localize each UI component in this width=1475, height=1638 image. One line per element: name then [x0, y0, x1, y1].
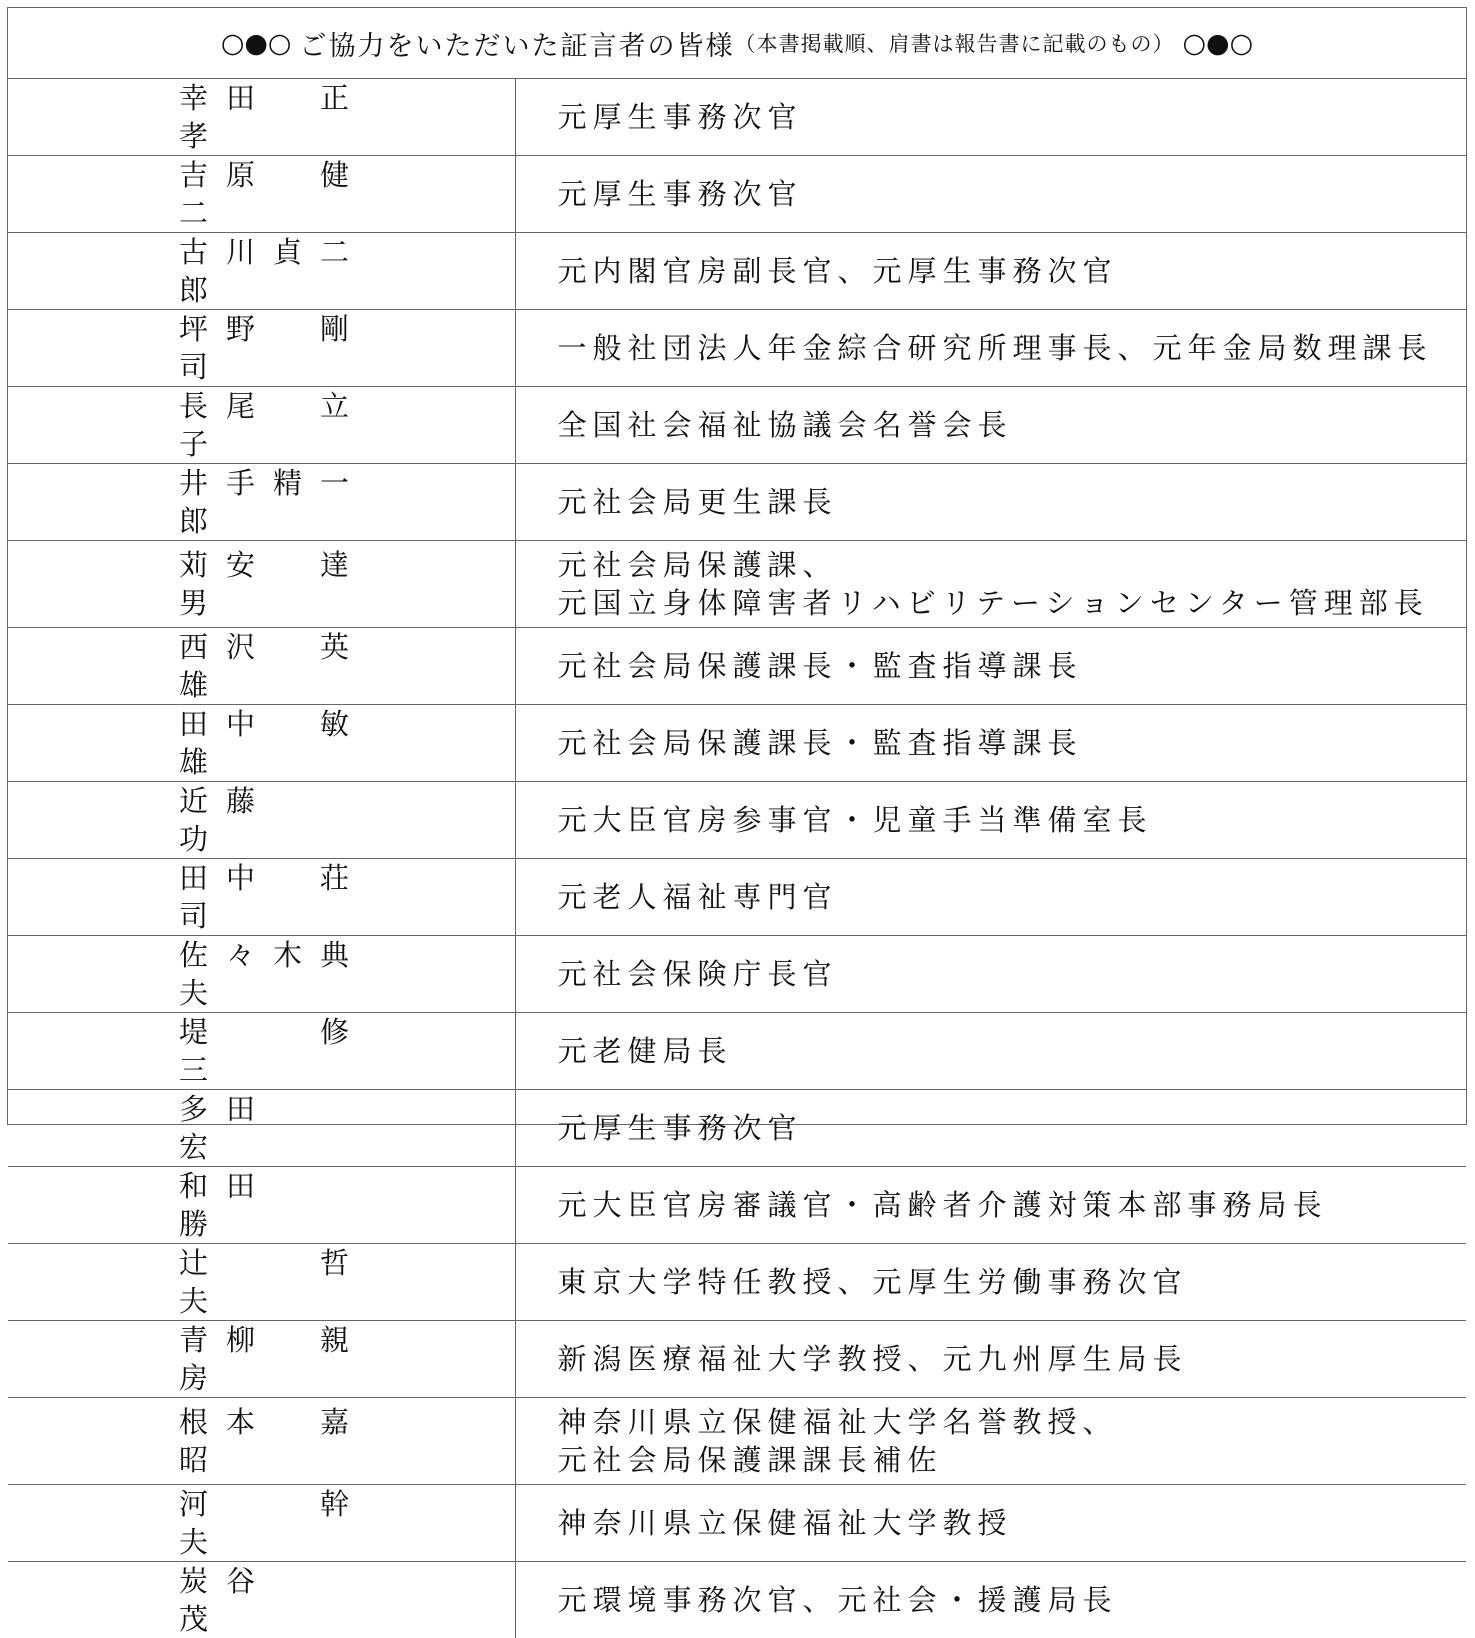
- title-note: （本書掲載順、肩書は報告書に記載のもの）: [735, 28, 1175, 58]
- name-cell: [8, 310, 515, 387]
- table-row: [8, 628, 1466, 705]
- title-cell: [515, 387, 1466, 464]
- title-cell: [515, 1321, 1466, 1398]
- table-row: [8, 1244, 1466, 1321]
- title-cell: [515, 464, 1466, 541]
- witness-name: 西 沢 英 雄: [179, 628, 349, 704]
- witness-name: 多 田 宏: [179, 1090, 349, 1166]
- witness-title-line: 新潟医療福祉大学教授、元九州厚生局長: [558, 1340, 1467, 1378]
- title-cell: [515, 1562, 1466, 1638]
- witness-name: 辻 哲 夫: [179, 1244, 349, 1320]
- name-cell: [8, 1244, 515, 1321]
- witness-name: 長 尾 立 子: [179, 387, 349, 463]
- name-cell: [8, 1090, 515, 1167]
- witness-title-line: 神奈川県立保健福祉大学教授: [558, 1504, 1467, 1542]
- name-cell: [8, 1321, 515, 1398]
- title-cell: [515, 1485, 1466, 1562]
- name-cell: [8, 79, 515, 156]
- witness-title-line: 元大臣官房審議官・高齢者介護対策本部事務局長: [558, 1186, 1467, 1224]
- witness-name: 近 藤 功: [179, 782, 349, 858]
- witness-title-line: 元国立身体障害者リハビリテーションセンター管理部長: [558, 584, 1467, 622]
- name-cell: [8, 1167, 515, 1244]
- table-row: [8, 233, 1466, 310]
- title-cell: [515, 1167, 1466, 1244]
- witness-name: 炭 谷 茂: [179, 1562, 349, 1638]
- title-cell: [515, 1244, 1466, 1321]
- witness-name: 河 幹 夫: [179, 1485, 349, 1561]
- witness-title-line: 元厚生事務次官: [558, 98, 1467, 136]
- witness-name: 堤 修 三: [179, 1013, 349, 1089]
- witness-name: 坪 野 剛 司: [179, 310, 349, 386]
- witness-title-line: 元厚生事務次官: [558, 175, 1467, 213]
- witness-title-line: 元社会局保護課、: [558, 546, 1467, 584]
- table-row: [8, 1485, 1466, 1562]
- witness-title-line: 元厚生事務次官: [558, 1109, 1467, 1147]
- witness-title-line: 元社会局更生課長: [558, 483, 1467, 521]
- title-cell: [515, 1398, 1466, 1485]
- name-cell: [8, 387, 515, 464]
- witness-name: 田 中 敏 雄: [179, 705, 349, 781]
- table-row: [8, 541, 1466, 628]
- title-mark-right: ○●○: [1183, 28, 1254, 59]
- witness-title-line: 元老人福祉専門官: [558, 878, 1467, 916]
- title-cell: [515, 310, 1466, 387]
- witness-table: [7, 7, 1467, 1125]
- table-row: [8, 1321, 1466, 1398]
- witness-title-line: 元老健局長: [558, 1032, 1467, 1070]
- witness-title-line: 東京大学特任教授、元厚生労働事務次官: [558, 1263, 1467, 1301]
- name-cell: [8, 233, 515, 310]
- name-cell: [8, 1562, 515, 1638]
- witness-name: 幸 田 正 孝: [179, 79, 349, 155]
- table-row: [8, 1013, 1466, 1090]
- witness-name: 青 柳 親 房: [179, 1321, 349, 1397]
- name-cell: [8, 705, 515, 782]
- witness-title-line: 元環境事務次官、元社会・援護局長: [558, 1581, 1467, 1619]
- title-cell: [515, 79, 1466, 156]
- witness-name: 苅 安 達 男: [179, 546, 349, 622]
- table-title: [8, 8, 1466, 79]
- name-cell: [8, 156, 515, 233]
- table-row: [8, 782, 1466, 859]
- witness-name: 佐 々 木 典 夫: [179, 936, 349, 1012]
- title-cell: [515, 936, 1466, 1013]
- table-row: [8, 1090, 1466, 1167]
- witness-name: 根 本 嘉 昭: [179, 1403, 349, 1479]
- witness-title-line: 元社会局保護課長・監査指導課長: [558, 724, 1467, 762]
- table-row: [8, 1167, 1466, 1244]
- name-cell: [8, 936, 515, 1013]
- title-cell: [515, 156, 1466, 233]
- witness-title-line: 元内閣官房副長官、元厚生事務次官: [558, 252, 1467, 290]
- title-mark-left: ○●○: [221, 28, 292, 59]
- witness-title-line: 元社会局保護課長・監査指導課長: [558, 647, 1467, 685]
- witness-name: 和 田 勝: [179, 1167, 349, 1243]
- table-row: [8, 79, 1466, 156]
- name-cell: [8, 859, 515, 936]
- table-row: [8, 1398, 1466, 1485]
- witness-name: 古 川 貞 二 郎: [179, 233, 349, 309]
- table-row: [8, 387, 1466, 464]
- witness-name: 井 手 精 一 郎: [179, 464, 349, 540]
- name-cell: [8, 541, 515, 628]
- witness-title-line: 元大臣官房参事官・児童手当準備室長: [558, 801, 1467, 839]
- witness-name: 吉 原 健 二: [179, 156, 349, 232]
- witness-list: [8, 79, 1466, 1638]
- title-cell: [515, 541, 1466, 628]
- table-row: [8, 310, 1466, 387]
- witness-title-line: 元社会局保護課課長補佐: [558, 1441, 1467, 1479]
- title-cell: [515, 1090, 1466, 1167]
- title-cell: [515, 705, 1466, 782]
- table-row: [8, 859, 1466, 936]
- witness-title-line: 全国社会福祉協議会名誉会長: [558, 406, 1467, 444]
- name-cell: [8, 628, 515, 705]
- witness-title-line: 元社会保険庁長官: [558, 955, 1467, 993]
- title-main: ご協力をいただいた証言者の皆様: [300, 24, 735, 63]
- table-row: [8, 464, 1466, 541]
- title-cell: [515, 859, 1466, 936]
- title-cell: [515, 628, 1466, 705]
- witness-title-line: 一般社団法人年金綜合研究所理事長、元年金局数理課長: [558, 329, 1467, 367]
- witness-list-body: [8, 79, 1466, 1638]
- witness-name: 田 中 荘 司: [179, 859, 349, 935]
- name-cell: [8, 782, 515, 859]
- witness-title-line: 神奈川県立保健福祉大学名誉教授、: [558, 1403, 1467, 1441]
- title-cell: [515, 1013, 1466, 1090]
- name-cell: [8, 464, 515, 541]
- table-row: [8, 156, 1466, 233]
- title-cell: [515, 233, 1466, 310]
- name-cell: [8, 1398, 515, 1485]
- table-row: [8, 1562, 1466, 1638]
- table-row: [8, 705, 1466, 782]
- name-cell: [8, 1485, 515, 1562]
- table-row: [8, 936, 1466, 1013]
- name-cell: [8, 1013, 515, 1090]
- title-cell: [515, 782, 1466, 859]
